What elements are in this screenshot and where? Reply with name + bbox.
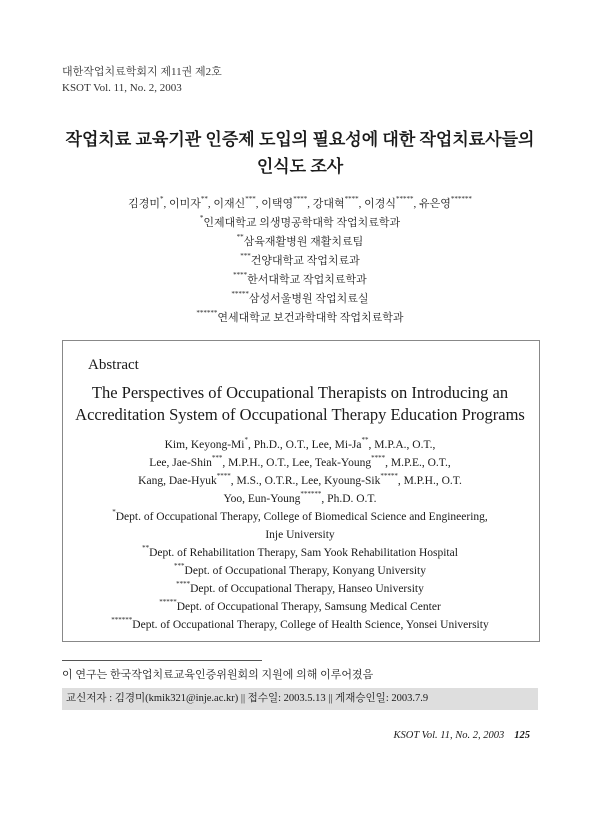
correspondence-bar: 교신저자 : 김경미(kmik321@inje.ac.kr) || 접수일: 2003.5.13 || 게재승인일: 2003.7.9	[62, 688, 538, 710]
author-mark: ****	[344, 195, 359, 203]
author-mark: ***	[245, 195, 256, 203]
text-run: , M.P.H., O.T.	[397, 475, 462, 487]
footer-journal: KSOT Vol. 11, No. 2, 2003	[393, 730, 505, 741]
superscript-mark: ******	[300, 490, 322, 498]
text-run: Inje University	[265, 529, 335, 541]
superscript-mark: *****	[380, 472, 398, 480]
text-run: Dept. of Occupational Therapy, Konyang University	[184, 565, 426, 577]
affiliation-list-korean	[0, 214, 600, 328]
author-list-korean: 김경미*, 이미자**, 이재신***, 이택영****, 강대혁****, 이경식*****, 유은영******	[128, 195, 472, 210]
text-run: , M.S., O.T.R., Lee, Kyoung-Sik	[230, 475, 381, 487]
superscript-mark: ****	[216, 472, 231, 480]
affiliation-korean	[0, 214, 600, 233]
affiliation-english	[62, 526, 538, 544]
affiliation-english	[62, 562, 538, 580]
text-run: Dept. of Occupational Therapy, College of Biomedical Science and Engineering,	[115, 511, 488, 523]
affiliation-mark: ******	[196, 309, 218, 317]
title-korean-line: 작업치료 교육기관 인증제 도입의 필요성에 대한 작업치료사들의	[65, 130, 535, 149]
affiliation-mark: ****	[233, 271, 248, 279]
title-english-line: Accreditation System of Occupational Therapy Education Programs	[75, 405, 525, 424]
title-english	[62, 382, 538, 426]
affiliation-mark: ***	[240, 252, 251, 260]
affiliation-mark: *	[199, 214, 204, 222]
author-name: 이미자	[169, 198, 201, 210]
funding-note: 이 연구는 한국작업치료교육인증위원회의 지원에 의해 이루어졌음	[62, 669, 374, 681]
title-korean-line: 인식도 조사	[256, 157, 344, 176]
text-run: , Ph.D., O.T., Lee, Mi-Ja	[247, 439, 362, 451]
authors-english-block	[62, 436, 538, 634]
abstract-heading: Abstract	[88, 357, 139, 373]
affiliation-english	[62, 598, 538, 616]
author-line-english	[62, 490, 538, 508]
author-name: 김경미	[128, 198, 161, 210]
author-mark: ******	[450, 195, 472, 203]
text-run: , M.P.A., O.T.,	[368, 439, 436, 451]
affiliation-text: 삼육재활병원 재활치료팀	[243, 236, 364, 248]
superscript-mark: ****	[176, 580, 191, 588]
title-english-line: The Perspectives of Occupational Therapists on Introducing an	[91, 383, 509, 402]
author-mark: **	[200, 195, 208, 203]
author-list-english	[62, 436, 538, 508]
text-run: , M.P.H., O.T., Lee, Teak-Young	[222, 457, 372, 469]
affiliation-korean	[0, 233, 600, 252]
affiliation-korean	[0, 252, 600, 271]
author-mark: ****	[293, 195, 308, 203]
superscript-mark: **	[361, 436, 369, 444]
affiliation-text: 건양대학교 작업치료과	[250, 255, 360, 267]
author-name: 이택영	[261, 198, 294, 210]
authors-korean-block	[0, 195, 600, 328]
footnote-divider	[62, 660, 262, 661]
affiliation-korean	[0, 309, 600, 328]
affiliation-english	[62, 580, 538, 598]
author-mark: *	[160, 195, 164, 203]
affiliation-mark: **	[236, 233, 244, 241]
text-run: Yoo, Eun-Young	[223, 493, 301, 505]
affiliation-text: 한서대학교 작업치료학과	[247, 274, 367, 286]
author-name: 유은영	[418, 198, 451, 210]
author-line-english	[62, 454, 538, 472]
superscript-mark: ***	[211, 454, 223, 462]
superscript-mark: ****	[371, 454, 386, 462]
author-name: 이재신	[213, 198, 246, 210]
affiliation-text: 인제대학교 의생명공학대학 작업치료학과	[203, 217, 401, 229]
superscript-mark: *	[112, 508, 116, 516]
text-run: , M.P.E., O.T.,	[385, 457, 451, 469]
superscript-mark: ***	[174, 562, 185, 570]
text-run: Dept. of Occupational Therapy, Samsung Medical Center	[176, 601, 441, 613]
journal-line-ko: 대한작업치료학회지 제11권 제2호	[62, 66, 222, 78]
text-run: Dept. of Occupational Therapy, Hanseo University	[190, 583, 424, 595]
page-footer	[393, 730, 530, 741]
superscript-mark: ******	[111, 616, 133, 624]
affiliation-english	[62, 616, 538, 634]
text-run: Kim, Keyong-Mi	[164, 439, 245, 451]
superscript-mark: *	[244, 436, 248, 444]
author-line-english	[62, 436, 538, 454]
affiliation-text: 삼성서울병원 작업치료실	[248, 293, 369, 305]
affiliation-list-english	[62, 508, 538, 634]
author-name: 강대혁	[312, 198, 345, 210]
author-name: 이경식	[364, 198, 396, 210]
text-run: , Ph.D. O.T.	[321, 493, 377, 505]
affiliation-korean	[0, 271, 600, 290]
author-mark: *****	[395, 195, 414, 203]
affiliation-text: 연세대학교 보건과학대학 작업치료학과	[217, 312, 404, 324]
affiliation-english	[62, 544, 538, 562]
author-line-english	[62, 472, 538, 490]
page-number: 125	[514, 730, 530, 741]
text-run: Kang, Dae-Hyuk	[138, 475, 217, 487]
text-run: Lee, Jae-Shin	[149, 457, 212, 469]
affiliation-mark: *****	[231, 290, 249, 298]
superscript-mark: **	[142, 544, 150, 552]
title-korean	[0, 126, 600, 180]
text-run: Dept. of Rehabilitation Therapy, Sam Yook Rehabilitation Hospital	[149, 547, 458, 559]
superscript-mark: *****	[159, 598, 177, 606]
affiliation-english	[62, 508, 538, 526]
text-run: Dept. of Occupational Therapy, College of Health Science, Yonsei University	[132, 619, 489, 631]
journal-line-en: KSOT Vol. 11, No. 2, 2003	[62, 82, 182, 94]
affiliation-korean	[0, 290, 600, 309]
journal-header	[62, 64, 222, 96]
